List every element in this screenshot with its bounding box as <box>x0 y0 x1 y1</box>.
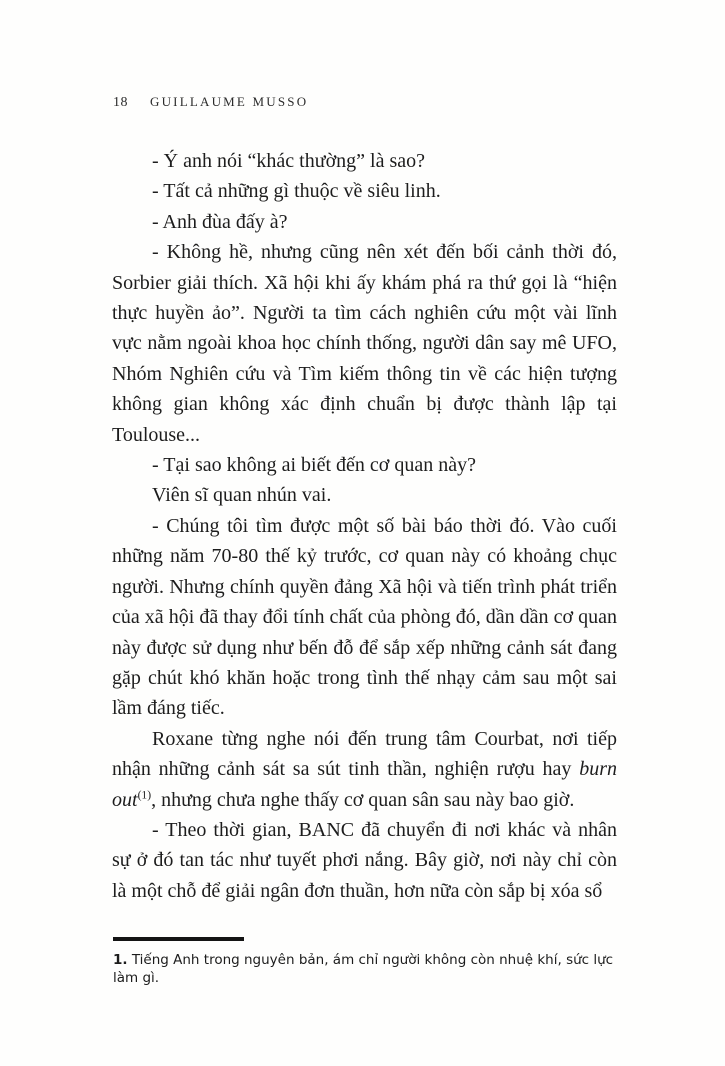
paragraph-dialogue: - Chúng tôi tìm được một số bài báo thời đó. Vào cuối những năm 70-80 thế kỷ trước, cơ quan này có khoảng chục người. Nhưng chính quyền đảng Xã hội và tiến trình phát triển của xã hội đã thay đổi tính chất của phòng đó, dần dần cơ quan này được sử dụng như bến đỗ để sắp xếp những cảnh sát đang gặp chút khó khăn hoặc trong tình thế nhạy cảm sau một sai lầm đáng tiếc. <box>112 514 617 720</box>
body-text <box>112 146 617 906</box>
page-number: 18 <box>113 95 128 110</box>
paragraph-narrative <box>112 724 617 815</box>
footnote-separator <box>113 937 244 941</box>
text-run: , nhưng chưa nghe thấy cơ quan sân sau này bao giờ. <box>151 788 575 811</box>
paragraph-dialogue: - Ý anh nói “khác thường” là sao? <box>152 150 425 172</box>
paragraph-narrative: Viên sĩ quan nhún vai. <box>152 484 332 507</box>
paragraph-dialogue: - Không hề, nhưng cũng nên xét đến bối cảnh thời đó, Sorbier giải thích. Xã hội khi ấy khám phá ra thứ gọi là “hiện thực huyền ảo”. Người ta tìm cách nghiên cứu một vài lĩnh vực nằm ngoài khoa học chính thống, người dân say mê UFO, Nhóm Nghiên cứu và Tìm kiếm thông tin về các hiện tượng không gian không xác định chuẩn bị được thành lập tại Toulouse... <box>112 241 617 446</box>
running-head-author: GUILLAUME MUSSO <box>150 94 309 109</box>
page-header <box>113 94 615 111</box>
footnote <box>113 951 618 987</box>
footnote-number: 1. <box>113 952 128 968</box>
text-run: Roxane từng nghe nói đến trung tâm Courbat, nơi tiếp nhận những cảnh sát sa sút tinh thần, nghiện rượu hay <box>112 727 617 781</box>
footnote-marker: (1) <box>137 787 152 801</box>
paragraph-dialogue: - Tất cả những gì thuộc về siêu linh. <box>152 180 441 203</box>
italic-run: burn out <box>112 758 617 811</box>
footnote-text: Tiếng Anh trong nguyên bản, ám chỉ người không còn nhuệ khí, sức lực làm gì. <box>113 952 614 986</box>
paragraph-dialogue: - Theo thời gian, BANC đã chuyển đi nơi khác và nhân sự ở đó tan tác như tuyết phơi nắng. Bây giờ, nơi này chỉ còn là một chỗ để giải ngân đơn thuần, hơn nữa còn sắp bị xóa sổ <box>112 818 617 902</box>
paragraph-dialogue: - Tại sao không ai biết đến cơ quan này? <box>152 454 476 477</box>
paragraph-dialogue: - Anh đùa đấy à? <box>152 210 288 233</box>
